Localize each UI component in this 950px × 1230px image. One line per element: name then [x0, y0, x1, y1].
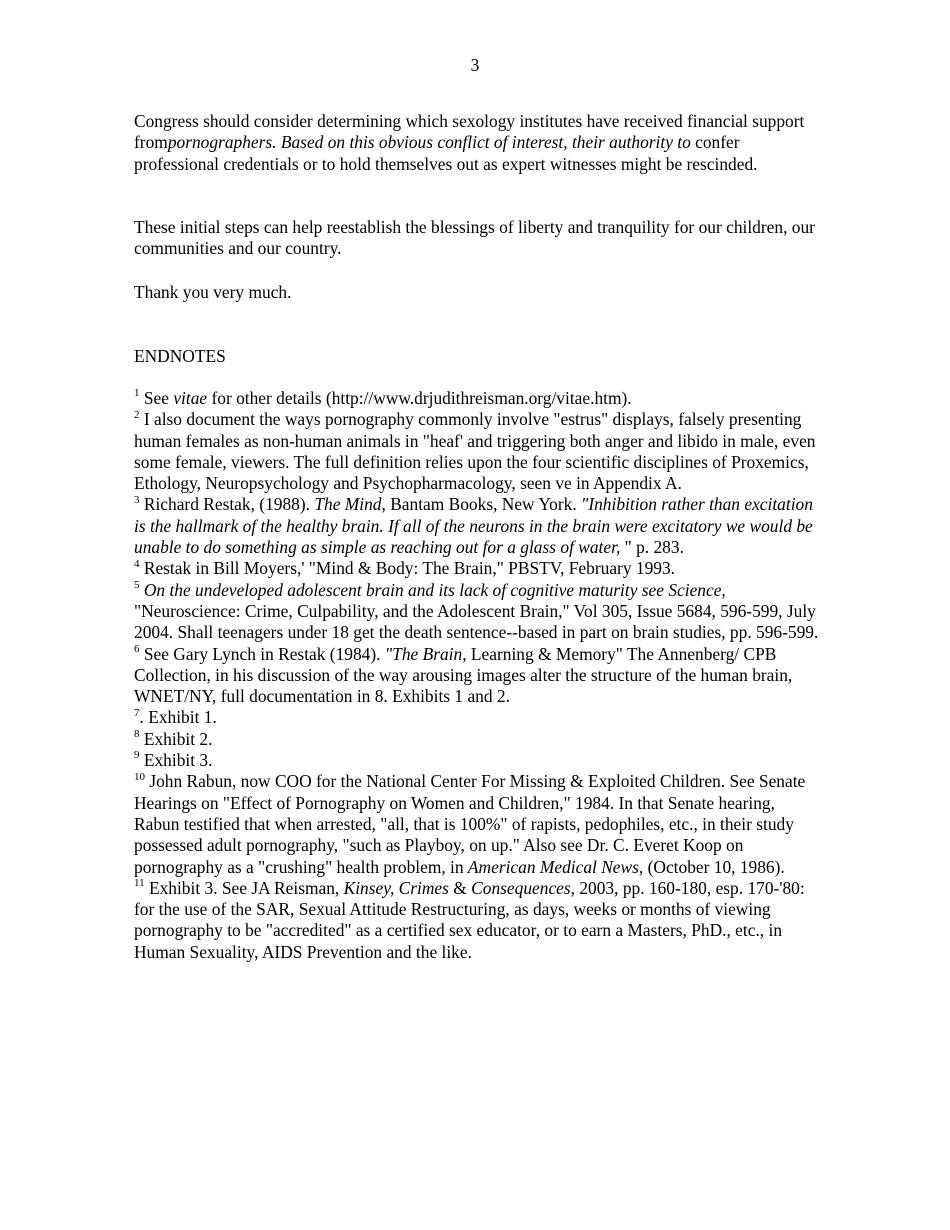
endnote-italic-text: "Inhibition rather than excitation is the hallmark of the healthy brain. If all of the neurons in the brain were excitatory we would be unable to do something as simple as reaching out for a glass of water, — [134, 494, 813, 558]
endnote-text: Richard Restak, (1988). — [139, 494, 315, 515]
endnote-text: " p. 283. — [620, 537, 684, 558]
endnote-text: for other details (http://www.drjudithreisman.org/vitae.htm). — [207, 388, 632, 408]
endnote-6 — [134, 644, 824, 708]
endnote-number: 8 — [134, 727, 140, 740]
endnote-italic-text: The Mind, — [314, 494, 386, 515]
endnote-3 — [134, 494, 824, 558]
endnote-text: . Exhibit 1. — [139, 707, 217, 728]
endnote-italic-text: On the undeveloped adolescent brain and its lack of cognitive maturity see Science, — [139, 579, 726, 600]
endnote-number: 5 — [134, 578, 140, 591]
closing-paragraph-block — [134, 217, 824, 260]
paragraph-conflict-of-interest — [134, 111, 824, 175]
endnote-text: "Neuroscience: Crime, Culpability, and the Adolescent Brain," Vol 305, Issue 5684, 596-599, July 2004. Shall teenagers under 18 get the death sentence--based in part on brain studies, pp. 596-599. — [134, 600, 819, 643]
paragraph-text: confer professional credentials or to hold themselves out as expert witnesses might be rescinded. — [134, 132, 758, 174]
endnote-9 — [134, 750, 824, 771]
endnote-text: Restak in Bill Moyers,' "Mind & Body: The Brain," PBSTV, February 1993. — [139, 558, 676, 579]
endnote-italic-text: American Medical News, — [467, 856, 644, 877]
endnote-10 — [134, 771, 824, 877]
endnote-number: 10 — [134, 770, 145, 783]
endnote-number: 4 — [134, 557, 140, 570]
endnote-text: Learning & Memory" The Annenberg/ CPB Collection, in his discussion of the way arousing images alter the structure of the human brain, WNET/NY, full documentation in 8. Exhibits 1 and 2. — [134, 643, 793, 707]
endnote-number: 2 — [134, 408, 140, 421]
endnote-text: Bantam Books, New York. — [385, 494, 582, 515]
endnote-text: & — [448, 877, 472, 898]
endnote-number: 9 — [134, 749, 140, 762]
endnote-text: Exhibit 2. — [139, 728, 213, 749]
endnotes-heading: ENDNOTES — [134, 346, 226, 366]
endnote-number: 7 — [134, 706, 140, 719]
endnote-text: See — [139, 388, 174, 408]
thanks-block — [134, 282, 824, 303]
endnote-italic-text: vitae — [173, 388, 208, 408]
endnote-text: Exhibit 3. — [139, 750, 213, 771]
endnote-text: 2003, pp. 160-180, esp. 170-'80: for the use of the SAR, Sexual Attitude Restructuring, as days, weeks or months of viewing pornography to be "accredited" as a certified sex educator, or to earn a Masters, PhD., etc., in Human Sexuality, AIDS Prevention and the like. — [134, 877, 805, 962]
endnote-number: 11 — [134, 877, 145, 890]
endnote-text: I also document the ways pornography commonly involve "estrus" displays, falsely presenting human females as non-human animals in "heaf' and triggering both anger and libido in male, even some female, viewers. The full definition relies upon the four scientific disciplines of Proxemics, Ethology, Neuropsychology and Psychopharmacology, seen ve in Appendix A. — [134, 409, 816, 494]
paragraph-thank-you: Thank you very much. — [134, 282, 292, 302]
page-number: 3 — [470, 55, 480, 75]
endnote-number: 3 — [134, 493, 140, 506]
endnote-number: 1 — [134, 387, 140, 400]
endnote-text: See Gary Lynch in Restak (1984). — [139, 643, 385, 664]
endnote-italic-text: "The Brain, — [384, 643, 467, 664]
endnote-text: Exhibit 3. See JA Reisman, — [144, 877, 344, 898]
endnote-text: (October 10, 1986). — [643, 856, 785, 877]
closing-remarks — [134, 111, 824, 175]
paragraph-italic-text: pornographers. Based on this obvious conflict of interest, their authority to — [167, 132, 691, 153]
endnote-7 — [134, 707, 824, 728]
endnotes-list — [134, 388, 824, 963]
paragraph-initial-steps: These initial steps can help reestablish the blessings of liberty and tranquility for our children, our communities and our country. — [134, 217, 815, 259]
endnote-number: 6 — [134, 642, 140, 655]
endnote-11 — [134, 878, 824, 963]
endnote-4 — [134, 558, 824, 579]
endnote-2 — [134, 409, 824, 494]
endnote-italic-text: Kinsey, Crimes — [343, 877, 449, 898]
endnote-8 — [134, 729, 824, 750]
endnote-5 — [134, 580, 824, 644]
endnote-1 — [134, 388, 824, 409]
endnote-italic-text: Consequences, — [471, 877, 575, 898]
endnotes-heading-block — [134, 346, 824, 367]
paragraph-text: Congress should consider determining which sexology institutes have received financial support from — [134, 111, 805, 153]
endnote-text: John Rabun, now COO for the National Center For Missing & Exploited Children. See Senate Hearings on "Effect of Pornography on Women and Children," 1984. In that Senate hearing, Rabun testified that when arrested, "all, that is 100%" of rapists, pedophiles, etc., in their study possessed adult pornography, "such as Playboy, on up." Also see Dr. C. Everet Koop on pornography as a "crushing" health problem, in — [134, 771, 806, 877]
